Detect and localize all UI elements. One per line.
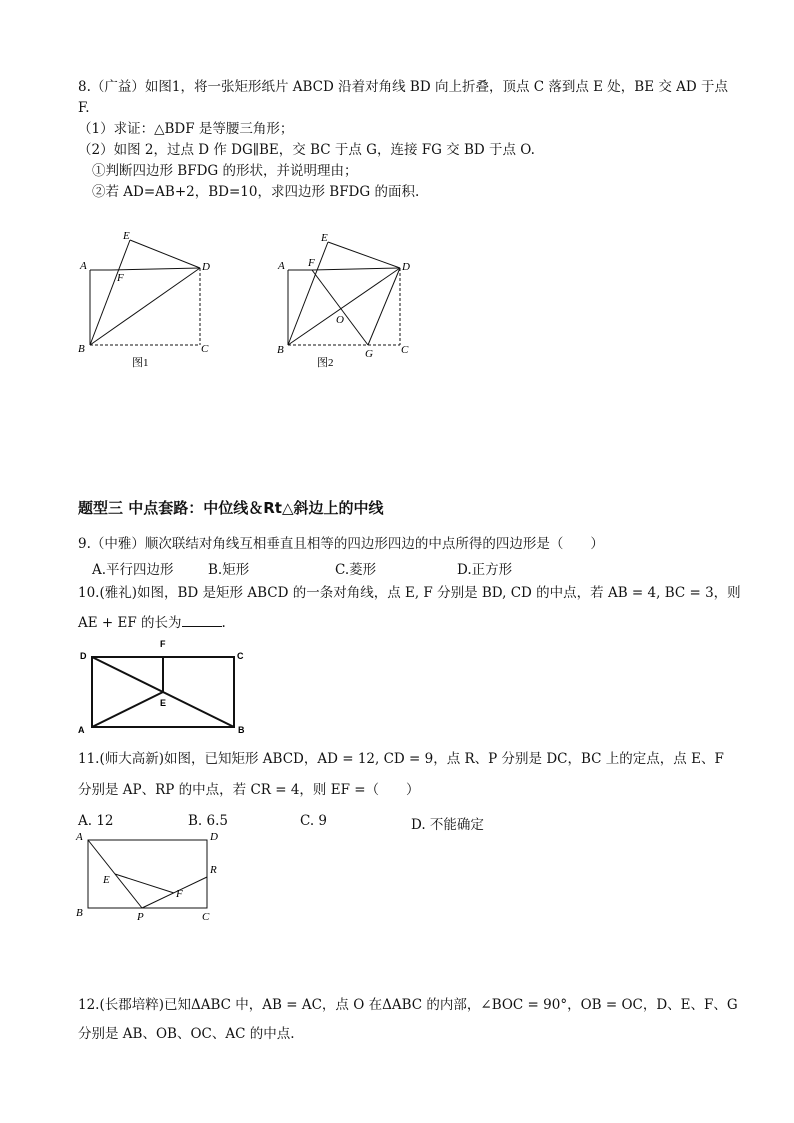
q12-line2: 分别是 AB、OB、OC、AC 的中点.: [78, 1026, 295, 1042]
fig1-label-E: E: [123, 230, 130, 242]
q11-label-D: D: [210, 831, 218, 843]
fig1-label-F: F: [117, 272, 124, 284]
fig2-label-O: O: [336, 314, 344, 326]
q8-figure1: [70, 225, 230, 375]
q8-part1: （1）求证：△BDF 是等腰三角形；: [78, 121, 294, 137]
q10-figure: [72, 633, 252, 741]
q12-line1: 12.(长郡培粹)已知ΔABC 中，AB = AC，点 O 在ΔABC 的内部，∠BOC = 90°，OB = OC，D、E、F、G: [78, 997, 738, 1013]
q10-label-F: F: [160, 639, 166, 649]
q11-label-B: B: [76, 907, 83, 919]
q11-option-b: B. 6.5: [188, 813, 228, 829]
q11-label-F: F: [176, 888, 183, 900]
q11-label-R: R: [210, 864, 217, 876]
q9-option-c: C.菱形: [335, 562, 377, 578]
fig1-label-D: D: [202, 261, 210, 273]
q10-label-A: A: [78, 725, 85, 735]
fig1-label-B: B: [78, 343, 85, 355]
q11-option-d: D. 不能确定: [411, 817, 484, 833]
q8-part2-sub1: ①判断四边形 BFDG 的形状，并说明理由；: [92, 163, 358, 179]
fig1-caption: 图1: [132, 357, 149, 369]
q11-line2: 分别是 AP、RP 的中点，若 CR = 4，则 EF =（ ）: [78, 782, 420, 798]
fig2-label-F: F: [308, 257, 315, 269]
q11-option-a: A. 12: [78, 813, 114, 829]
fig1-label-A: A: [80, 260, 87, 272]
fig2-label-A: A: [278, 260, 285, 272]
q9-stem: 9.（中雅）顺次联结对角线互相垂直且相等的四边形四边的中点所得的四边形是（ ）: [78, 536, 604, 552]
q11-label-C: C: [202, 911, 210, 923]
q10-label-B: B: [238, 725, 245, 735]
q10-line2-post: .: [221, 615, 226, 631]
q10-answer-blank: [182, 614, 222, 627]
q10-line2: [78, 614, 226, 632]
q11-label-E: E: [103, 874, 110, 886]
q10-label-D: D: [80, 651, 87, 661]
q8-line1: 8.（广益）如图1，将一张矩形纸片 ABCD 沿着对角线 BD 向上折叠，顶点 C 落到点 E 处，BE 交 AD 于点: [78, 79, 729, 95]
q11-label-P: P: [137, 911, 144, 923]
q11-figure: [70, 828, 230, 923]
fig2-label-D: D: [402, 261, 410, 273]
q8-line2: F.: [78, 100, 90, 116]
fig2-label-G: G: [365, 348, 373, 360]
q11-label-A: A: [76, 831, 83, 843]
q11-line1: 11.(师大高新)如图，已知矩形 ABCD，AD = 12, CD = 9，点 R、P 分别是 DC，BC 上的定点，点 E、F: [78, 751, 724, 767]
fig2-label-E: E: [321, 232, 328, 244]
fig2-label-B: B: [277, 344, 284, 356]
fig2-label-C: C: [401, 344, 409, 356]
q9-option-b: B.矩形: [208, 562, 250, 578]
q10-line2-pre: AE + EF 的长为: [78, 615, 182, 631]
q8-figure2: [270, 225, 430, 375]
fig1-label-C: C: [201, 343, 209, 355]
q10-line1: 10.(雅礼)如图，BD 是矩形 ABCD 的一条对角线，点 E, F 分别是 BD, CD 的中点，若 AB = 4, BC = 3，则: [78, 585, 741, 601]
section-3-title: 题型三 中点套路：中位线＆Rt△斜边上的中线: [78, 499, 384, 517]
q10-label-C: C: [237, 651, 244, 661]
q10-label-E: E: [160, 698, 167, 708]
q8-part2: （2）如图 2，过点 D 作 DG∥BE，交 BC 于点 G，连接 FG 交 BD 于点 O.: [78, 142, 535, 158]
q9-option-a: A.平行四边形: [92, 562, 174, 578]
q9-option-d: D.正方形: [457, 562, 513, 578]
fig2-caption: 图2: [317, 357, 334, 369]
q11-option-c: C. 9: [300, 813, 328, 829]
q8-part2-sub2: ②若 AD=AB+2，BD=10，求四边形 BFDG 的面积.: [92, 184, 420, 200]
